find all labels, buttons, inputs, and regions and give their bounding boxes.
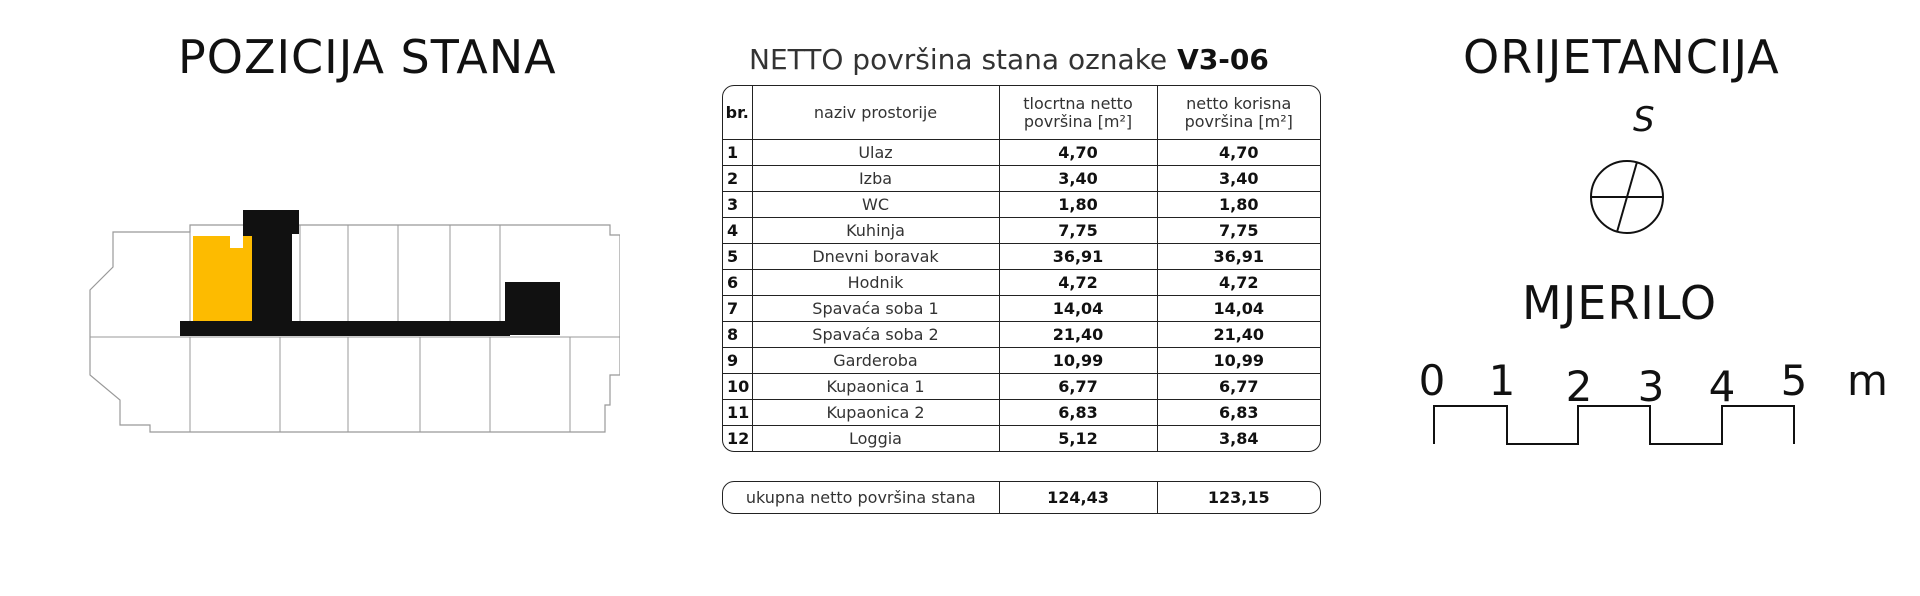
room-name: Kuhinja xyxy=(752,218,999,244)
compass-icon xyxy=(1587,157,1667,237)
row-number: 3 xyxy=(723,192,752,218)
position-title: POZICIJA STANA xyxy=(178,30,557,84)
useful-area: 14,04 xyxy=(1157,296,1320,322)
room-name: Hodnik xyxy=(752,270,999,296)
useful-area: 6,77 xyxy=(1157,374,1320,400)
room-name: Izba xyxy=(752,166,999,192)
header-floor-line1: tlocrtna netto xyxy=(1023,93,1133,113)
table-row xyxy=(723,296,1320,322)
header-br: br. xyxy=(723,86,752,140)
table-row xyxy=(723,192,1320,218)
corridor xyxy=(180,321,510,336)
row-number: 7 xyxy=(723,296,752,322)
floor-area: 7,75 xyxy=(999,218,1157,244)
useful-area: 1,80 xyxy=(1157,192,1320,218)
floor-area: 36,91 xyxy=(999,244,1157,270)
table-row xyxy=(723,426,1320,452)
room-name: WC xyxy=(752,192,999,218)
row-number: 8 xyxy=(723,322,752,348)
area-table xyxy=(722,85,1321,452)
useful-area: 6,83 xyxy=(1157,400,1320,426)
room-name: Dnevni boravak xyxy=(752,244,999,270)
scale-label-0: 0 xyxy=(1418,356,1446,405)
table-row xyxy=(723,140,1320,166)
scale-bar xyxy=(1430,400,1800,450)
floor-area: 3,40 xyxy=(999,166,1157,192)
scale-unit: m xyxy=(1847,356,1888,405)
header-useful-line1: netto korisna xyxy=(1186,93,1292,113)
room-name: Spavaća soba 1 xyxy=(752,296,999,322)
apartment-code: V3-06 xyxy=(1177,43,1269,76)
scale-label-4: 4 xyxy=(1708,362,1736,411)
table-header xyxy=(723,86,1320,140)
table-row xyxy=(723,166,1320,192)
scale-label-5: 5 xyxy=(1780,356,1808,405)
apartment-highlight xyxy=(193,236,252,321)
room-name: Kupaonica 2 xyxy=(752,400,999,426)
scale-label-3: 3 xyxy=(1637,362,1665,411)
room-name: Spavaća soba 2 xyxy=(752,322,999,348)
table-row xyxy=(723,400,1320,426)
table-row xyxy=(723,348,1320,374)
row-number: 10 xyxy=(723,374,752,400)
useful-area: 36,91 xyxy=(1157,244,1320,270)
total-floor-area: 124,43 xyxy=(999,482,1157,513)
floor-area: 6,83 xyxy=(999,400,1157,426)
header-floor-line2: površina [m²] xyxy=(1023,111,1133,131)
orientation-letter: S xyxy=(1633,100,1655,140)
netto-title-text: NETTO površina stana oznake xyxy=(749,43,1168,76)
floor-area: 4,70 xyxy=(999,140,1157,166)
row-number: 9 xyxy=(723,348,752,374)
total-label: ukupna netto površina stana xyxy=(723,482,999,513)
floor-area: 6,77 xyxy=(999,374,1157,400)
scale-label-1: 1 xyxy=(1488,356,1516,405)
row-number: 12 xyxy=(723,426,752,452)
useful-area: 21,40 xyxy=(1157,322,1320,348)
row-number: 4 xyxy=(723,218,752,244)
useful-area: 7,75 xyxy=(1157,218,1320,244)
useful-area: 3,84 xyxy=(1219,429,1259,448)
table-row xyxy=(723,270,1320,296)
floor-area: 5,12 xyxy=(999,426,1157,452)
floor-area: 1,80 xyxy=(999,192,1157,218)
floor-plan-diagram xyxy=(80,200,620,440)
useful-area: 4,72 xyxy=(1157,270,1320,296)
floor-area: 4,72 xyxy=(999,270,1157,296)
room-name: Garderoba xyxy=(752,348,999,374)
total-useful-area: 123,15 xyxy=(1207,488,1270,507)
table-row xyxy=(723,244,1320,270)
table-row xyxy=(723,322,1320,348)
useful-area: 10,99 xyxy=(1157,348,1320,374)
useful-area: 4,70 xyxy=(1157,140,1320,166)
total-row xyxy=(722,481,1321,514)
row-number: 1 xyxy=(723,140,752,166)
scale-title: MJERILO xyxy=(1522,276,1718,330)
row-number: 5 xyxy=(723,244,752,270)
table-row xyxy=(723,218,1320,244)
row-number: 6 xyxy=(723,270,752,296)
row-number: 11 xyxy=(723,400,752,426)
header-useful-area xyxy=(1157,86,1320,140)
elevator-core xyxy=(505,282,560,335)
room-name: Loggia xyxy=(752,426,999,452)
header-name: naziv prostorije xyxy=(752,86,999,140)
room-name: Kupaonica 1 xyxy=(752,374,999,400)
floor-area: 21,40 xyxy=(999,322,1157,348)
header-useful-line2: površina [m²] xyxy=(1184,111,1293,131)
room-name: Ulaz xyxy=(752,140,999,166)
netto-title xyxy=(749,43,1269,76)
scale-label-2: 2 xyxy=(1565,362,1593,411)
row-number: 2 xyxy=(723,166,752,192)
table-row xyxy=(723,374,1320,400)
useful-area: 3,40 xyxy=(1157,166,1320,192)
header-floor-area xyxy=(999,86,1157,140)
floor-area: 10,99 xyxy=(999,348,1157,374)
orientation-title: ORIJETANCIJA xyxy=(1463,30,1780,84)
floor-area: 14,04 xyxy=(999,296,1157,322)
